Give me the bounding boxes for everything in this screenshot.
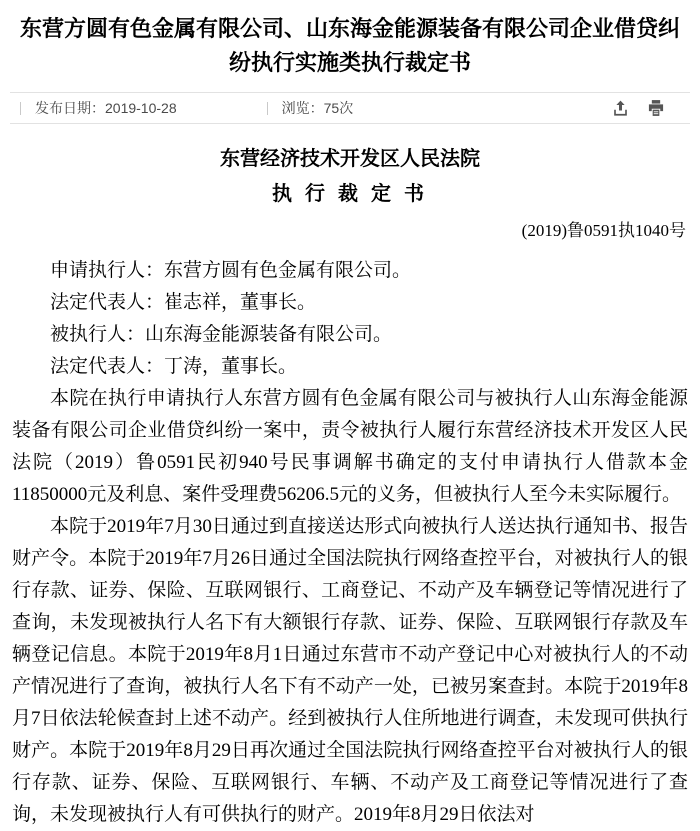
- meta-divider: [267, 102, 268, 115]
- court-name: 东营经济技术开发区人民法院: [220, 148, 480, 171]
- publish-date-label: 发布日期：: [35, 100, 105, 117]
- meta-divider: [20, 102, 21, 115]
- document-body: [10, 124, 690, 831]
- share-icon[interactable]: [611, 99, 630, 118]
- paragraph-respondent-representative: 法定代表人：丁涛，董事长。: [50, 356, 298, 378]
- case-number: (2019)鲁0591执1040号: [521, 221, 686, 241]
- paragraph-respondent: 被执行人：山东海金能源装备有限公司。: [50, 324, 393, 346]
- meta-actions: [611, 98, 680, 118]
- paragraph-applicant-representative: 法定代表人：崔志祥，董事长。: [50, 292, 317, 314]
- views-value: 75次: [323, 100, 354, 117]
- paragraph-case-background: 本院在执行申请执行人东营方圆有色金属有限公司与被执行人山东海金能源装备有限公司企业借贷纠纷一案中，责令被执行人履行东营经济技术开发区人民法院（2019）鲁0591民初940号民事调解书确定的支付申请执行人借款本金11850000元及利息、案件受理费56206.5元的义务，但被执行人至今未实际履行。: [12, 388, 688, 506]
- meta-info: [20, 98, 353, 118]
- paragraph-applicant: 申请执行人：东营方圆有色金属有限公司。: [50, 260, 412, 282]
- publish-date-value: 2019-10-28: [105, 100, 177, 117]
- document-type-heading: 执 行 裁 定 书: [272, 183, 428, 206]
- views-label: 浏览：: [281, 100, 324, 117]
- page-title: 东营方圆有色金属有限公司、山东海金能源装备有限公司企业借贷纠纷执行实施类执行裁定书: [19, 16, 680, 76]
- paragraph-enforcement-actions: 本院于2019年7月30日通过到直接送达形式向被执行人送达执行通知书、报告财产令。本院于2019年7月26日通过全国法院执行网络查控平台，对被执行人的银行存款、证券、保险、互联网银行、工商登记、不动产及车辆登记等情况进行了查询，未发现被执行人名下有大额银行存款、证券、保险、互联网银行存款及车辆登记信息。本院于2019年8月1日通过东营市不动产登记中心对被执行人的不动产情况进行了查询，被执行人名下有不动产一处，已被另案查封。本院于2019年8月7日依法轮候查封上述不动产。经到被执行人住所地进行调查，未发现可供执行财产。本院于2019年8月29日再次通过全国法院执行网络查控平台对被执行人的银行存款、证券、保险、互联网银行、车辆、不动产及工商登记等情况进行了查询，未发现被执行人有可供执行的财产。2019年8月29日依法对: [12, 516, 688, 826]
- meta-bar: [10, 92, 690, 124]
- print-icon[interactable]: [646, 98, 666, 118]
